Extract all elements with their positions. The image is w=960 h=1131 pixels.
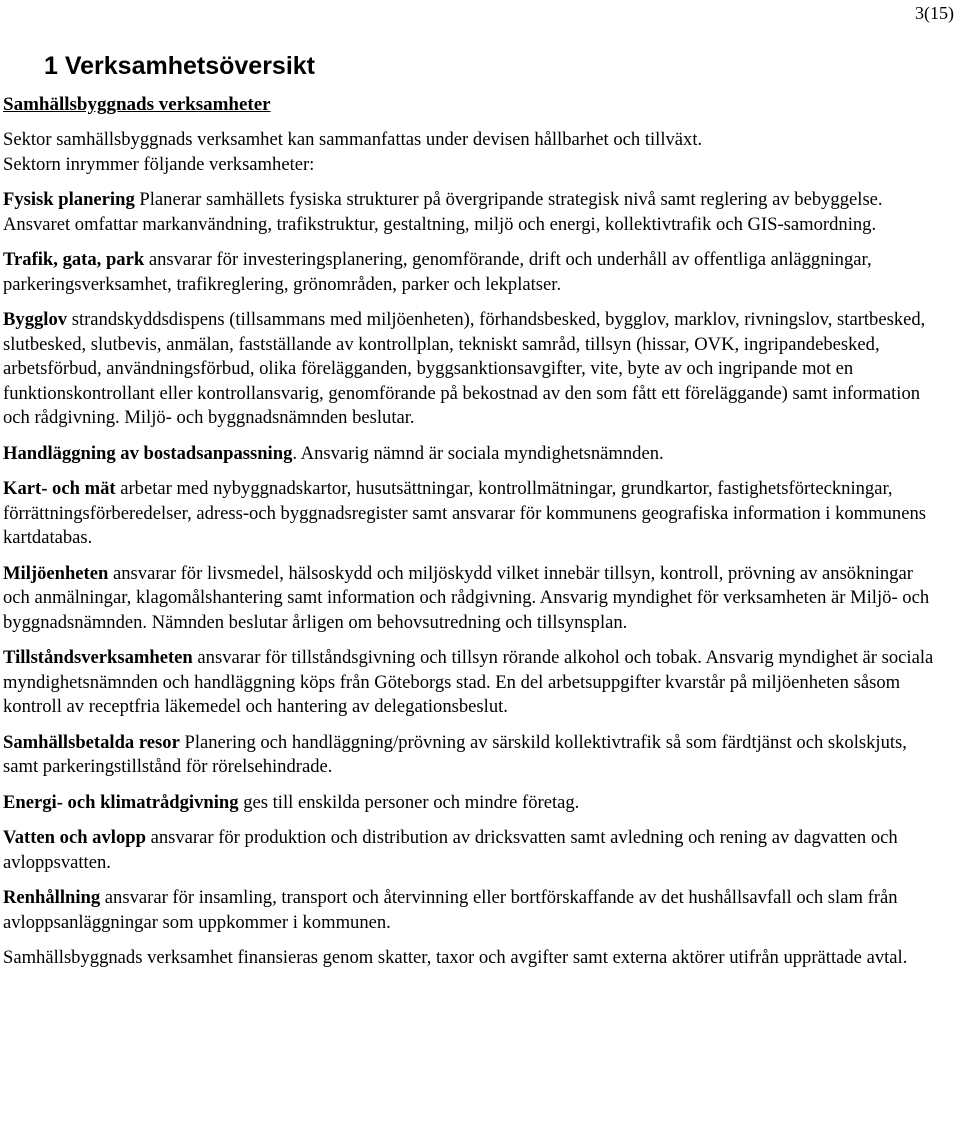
term-bostadsanpassning: Handläggning av bostadsanpassning [3, 442, 293, 464]
term-bygglov: Bygglov [3, 309, 68, 330]
paragraph-bostadsanpassning [3, 442, 943, 467]
intro-line-1: Sektor samhällsbyggnads verksamhet kan sammanfattas under devisen hållbarhet och tillväxt. [3, 129, 703, 150]
section-heading: 1 Verksamhetsöversikt [44, 52, 316, 80]
text-samhallsbetalda-resor: Planering och handläggning/prövning av särskild kollektivtrafik så som färdtjänst och skolskjuts, samt parkeringstillstånd för rörelsehindrade. [3, 731, 907, 777]
term-tillstandsverksamheten: Tillståndsverksamheten [3, 647, 193, 668]
text-renhallning: ansvarar för insamling, transport och återvinning eller bortförskaffande av det hushållsavfall och slam från avloppsanläggningar som uppkommer i kommunen. [3, 887, 898, 933]
paragraph-kart-och-mat [3, 477, 943, 551]
paragraph-samhallsbetalda-resor [3, 731, 943, 780]
term-samhallsbetalda-resor: Samhällsbetalda resor [3, 731, 180, 753]
term-kart-och-mat: Kart- och mät [3, 478, 116, 499]
text-fysisk-planering: Planerar samhällets fysiska strukturer på övergripande strategisk nivå samt reglering av bebyggelse. Ansvaret omfattar markanvändning, trafikstruktur, gestaltning, miljö och energi, kollektivtrafik och GIS-samordning. [3, 189, 883, 235]
paragraph-energi-klimatradgivning [3, 791, 943, 816]
term-trafik-gata-park: Trafik, gata, park [3, 249, 145, 270]
term-renhallning: Renhållning [3, 887, 101, 908]
section-subheading: Samhällsbyggnads verksamheter [3, 94, 271, 115]
text-trafik-gata-park: ansvarar för investeringsplanering, genomförande, drift och underhåll av offentliga anläggningar, parkeringsverksamhet, trafikreglering, grönområden, parker och lekplatser. [3, 249, 872, 295]
text-bostadsanpassning: . Ansvarig nämnd är sociala myndighetsnämnden. [292, 442, 664, 464]
text-bygglov: strandskyddsdispens (tillsammans med miljöenheten), förhandsbesked, bygglov, marklov, rivningslov, startbesked, slutbesked, slutbevis, anmälan, fastställande av kontrollplan, tekniskt samråd, tillsyn (hissar, OVK, ingripandebesked, arbetsförbud, användningsförbud, olika förelägganden, byggsanktionsavgifter, vite, byte av och ingripande mot en funktionskontrollant eller kontrollansvarig, genomförande på bekostnad av den som fått ett föreläggande) samt information och rådgivning. Miljö- och byggnadsnämnden beslutar. [3, 309, 926, 428]
term-vatten-och-avlopp: Vatten och avlopp [3, 827, 146, 848]
paragraph-tillstandsverksamheten [3, 646, 943, 720]
text-energi-klimatradgivning: ges till enskilda personer och mindre företag. [238, 791, 580, 813]
paragraph-vatten-och-avlopp [3, 826, 943, 875]
paragraph-renhallning [3, 886, 943, 935]
text-miljoenheten: ansvarar för livsmedel, hälsoskydd och miljöskydd vilket innebär tillsyn, kontroll, prövning av ansökningar och anmälningar, klagomålshantering samt information och rådgivning. Ansvarig myndighet för verksamheten är Miljö- och byggnadsnämnden. Nämnden beslutar årligen om behovsutredning och tillsynsplan. [3, 562, 930, 633]
page-number: 3(15) [915, 3, 954, 23]
paragraph-trafik-gata-park [3, 248, 943, 297]
term-fysisk-planering: Fysisk planering [3, 189, 135, 210]
closing-paragraph: Samhällsbyggnads verksamhet finansieras genom skatter, taxor och avgifter samt externa aktörer utifrån upprättade avtal. [3, 947, 908, 968]
text-vatten-och-avlopp: ansvarar för produktion och distribution av dricksvatten samt avledning och rening av dagvatten och avloppsvatten. [3, 827, 898, 873]
term-energi-klimatradgivning: Energi- och klimatrådgivning [3, 791, 239, 813]
paragraph-bygglov [3, 308, 943, 431]
paragraph-miljoenheten [3, 562, 943, 636]
text-kart-och-mat: arbetar med nybyggnadskartor, husutsättningar, kontrollmätningar, grundkartor, fastighetsförteckningar, förrättningsförberedelser, adress-och byggnadsregister samt ansvarar för kommunens geografiska information i kommunens kartdatabas. [3, 478, 926, 548]
text-tillstandsverksamheten: ansvarar för tillståndsgivning och tillsyn rörande alkohol och tobak. Ansvarig myndighet är sociala myndighetsnämnden och handläggning köps från Göteborgs stad. En del arbetsuppgifter kvarstår på miljöenheten såsom kontroll av receptfria läkemedel och hantering av delegationsbeslut. [3, 647, 934, 717]
intro-paragraph [3, 128, 943, 177]
paragraph-fysisk-planering [3, 188, 943, 237]
intro-line-2: Sektorn inrymmer följande verksamheter: [3, 153, 315, 175]
document-body [3, 128, 943, 982]
term-miljoenheten: Miljöenheten [3, 562, 109, 584]
